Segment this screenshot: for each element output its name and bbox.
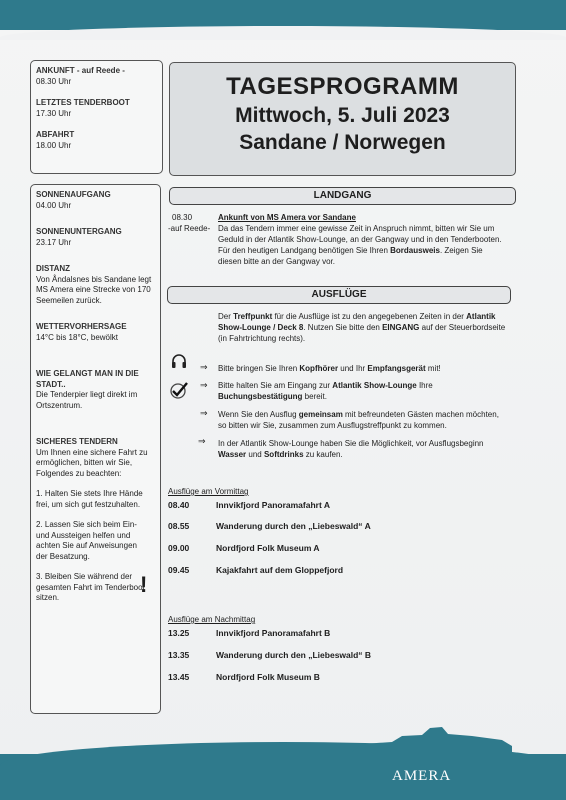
distance-block (36, 264, 154, 306)
b1-b: Kopfhörer (299, 364, 339, 373)
afternoon-heading: Ausflüge am Nachmittag (168, 615, 256, 624)
ausfluege-heading: AUSFLÜGE (167, 286, 511, 304)
excursion-name: Innvikfjord Panoramafahrt B (216, 628, 331, 638)
last-tender-block (36, 98, 162, 119)
brand-logo: AMERA (392, 768, 452, 784)
landgang-heading: LANDGANG (169, 187, 516, 205)
bullet-together (218, 409, 508, 431)
weather-label: WETTERVORHERSAGE (36, 322, 127, 331)
landgang-text-b: . Zeigen Sie diesen bitte an der Gangway vor. (218, 246, 483, 266)
b4-d: Softdrinks (263, 450, 304, 459)
excursion-name: Nordfjord Folk Museum B (216, 672, 320, 682)
bullet-drinks (218, 438, 508, 460)
last-tender-label: LETZTES TENDERBOOT (36, 98, 130, 107)
excursion-name: Wanderung durch den „Liebeswald“ A (216, 521, 371, 531)
safe-tender-point-2: 2. Lassen Sie sich beim Ein- und Aussteigen helfen und achten Sie auf Anweisungen der Besatzung. (36, 520, 137, 561)
b1-a: Bitte bringen Sie Ihren (218, 364, 300, 373)
arrival-value: 08.30 Uhr (36, 76, 72, 86)
weather-text: 14°C bis 18°C, bewölkt (36, 332, 118, 342)
arrival-suffix: - auf Reede - (74, 66, 125, 75)
b2-a: Bitte halten Sie am Eingang zur (218, 381, 333, 390)
morning-heading: Ausflüge am Vormittag (168, 487, 249, 496)
mp-d: Atlantik Show-Lounge / Deck 8 (218, 312, 496, 332)
excursion-time: 09.45 (168, 565, 190, 575)
page-title: TAGESPROGRAMM (226, 73, 459, 100)
departure-label: ABFAHRT (36, 130, 75, 139)
sunrise-block (36, 190, 160, 211)
title-box (169, 62, 516, 176)
arrival-label: ANKUNFT (36, 66, 75, 75)
distance-text: Von Åndalsnes bis Sandane legt MS Amera eine Strecke von 170 Seemeilen zurück. (36, 274, 152, 305)
distance-label: DISTANZ (36, 264, 71, 273)
landgang-text-bold: Bordausweis (390, 246, 440, 255)
checkmark-icon (169, 380, 189, 400)
excursion-name: Kajakfahrt auf dem Gloppefjord (216, 565, 344, 575)
departure-value: 18.00 Uhr (36, 140, 72, 150)
safe-tender-point-1: 1. Halten Sie stets Ihre Hände frei, um sich gut festzuhalten. (36, 489, 143, 509)
sunset-label: SONNENUNTERGANG (36, 227, 122, 236)
excursion-name: Nordfjord Folk Museum A (216, 543, 320, 553)
b1-d: Empfangsgerät (367, 364, 426, 373)
sunrise-label: SONNENAUFGANG (36, 190, 111, 199)
safe-tender-block (36, 437, 156, 604)
b2-e: bereit. (302, 392, 327, 401)
safe-tender-point-3: 3. Bleiben Sie während der gesamten Fahrt im Tenderboot sitzen. (36, 572, 145, 602)
b4-a: In der Atlantik Show-Lounge haben Sie die Möglichkeit, vor Ausflugsbeginn (218, 439, 484, 448)
departure-block (36, 130, 162, 151)
bullet-headphones (218, 363, 508, 374)
arrow-icon: ⇒ (200, 380, 208, 390)
sunset-value: 23.17 Uhr (36, 237, 72, 247)
b1-e: mit! (425, 364, 441, 373)
mp-f: EINGANG (382, 323, 420, 332)
landgang-title: Ankunft von MS Amera vor Sandane (218, 213, 356, 222)
excursion-time: 08.40 (168, 500, 190, 510)
excursion-time: 13.25 (168, 628, 190, 638)
b4-e: zu kaufen. (303, 450, 343, 459)
bottom-band (0, 754, 566, 800)
b2-b: Atlantik Show-Lounge (332, 381, 417, 390)
mp-c: für die Ausflüge ist zu den angegebenen Zeiten in der (272, 312, 467, 321)
excursion-name: Wanderung durch den „Liebeswald“ B (216, 650, 372, 660)
page-location: Sandane / Norwegen (239, 131, 446, 154)
safe-tender-label: SICHERES TENDERN (36, 437, 118, 446)
landgang-text-a: Da das Tendern immer eine gewisse Zeit in Anspruch nimmt, bitten wir Sie um Geduld in der Atlantik Show-Lounge, an der Gangway und in den Tenderbooten. Für den heutigen Landgang benötigen Sie Ihren (218, 224, 502, 255)
excursion-time: 08.55 (168, 521, 190, 531)
page-date: Mittwoch, 5. Juli 2023 (235, 104, 450, 127)
sunrise-value: 04.00 Uhr (36, 200, 72, 210)
arrival-info-box (30, 60, 163, 174)
ship-icon (352, 722, 512, 758)
landgang-time: 08.30 (172, 213, 193, 222)
last-tender-value: 17.30 Uhr (36, 108, 72, 118)
mp-g: auf der Steuerbordseite (in Fahrtrichtung rechts). (218, 323, 506, 343)
excursion-time: 13.45 (168, 672, 190, 682)
getting-to-town-block (36, 369, 152, 411)
b2-d: Buchungsbestätigung (218, 392, 303, 401)
excursion-name: Innvikfjord Panoramafahrt A (216, 500, 330, 510)
mp-a: Der (218, 312, 234, 321)
meeting-point-text (218, 311, 508, 344)
sunset-block (36, 227, 160, 248)
safe-tender-intro: Um Ihnen eine sichere Fahrt zu ermöglichen, bitten wir Sie, Folgendes zu beachten: (36, 447, 148, 478)
b3-b: gemeinsam (298, 410, 343, 419)
b3-c: mit befreundeten Gästen machen möchten, so bitten wir Sie, zusammen zum Ausflugstreffpunkt zu kommen. (218, 410, 499, 430)
arrow-icon: ⇒ (198, 436, 206, 446)
b2-c: Ihre (416, 381, 433, 390)
excursion-time: 13.35 (168, 650, 190, 660)
b1-c: und Ihr (338, 364, 368, 373)
arrival-block (36, 66, 162, 87)
getting-to-town-label: WIE GELANGT MAN IN DIE STADT.. (36, 369, 139, 389)
arrow-icon: ⇒ (200, 408, 208, 418)
excursion-time: 09.00 (168, 543, 190, 553)
b3-a: Wenn Sie den Ausflug (218, 410, 299, 419)
b4-c: und (246, 450, 264, 459)
exclamation-icon: ! (140, 572, 148, 597)
top-band (0, 0, 566, 30)
headphones-icon (171, 353, 187, 369)
mp-e: . Nutzen Sie bitte den (303, 323, 383, 332)
getting-to-town-text: Die Tenderpier liegt direkt im Ortszentrum. (36, 390, 138, 410)
landgang-text (218, 223, 503, 267)
arrow-icon: ⇒ (200, 362, 208, 372)
info-sidebar (30, 184, 161, 714)
mp-b: Treffpunkt (233, 312, 273, 321)
weather-block (36, 322, 160, 343)
b4-b: Wasser (218, 450, 247, 459)
landgang-where: -auf Reede- (168, 224, 211, 233)
bullet-booking (218, 380, 458, 402)
